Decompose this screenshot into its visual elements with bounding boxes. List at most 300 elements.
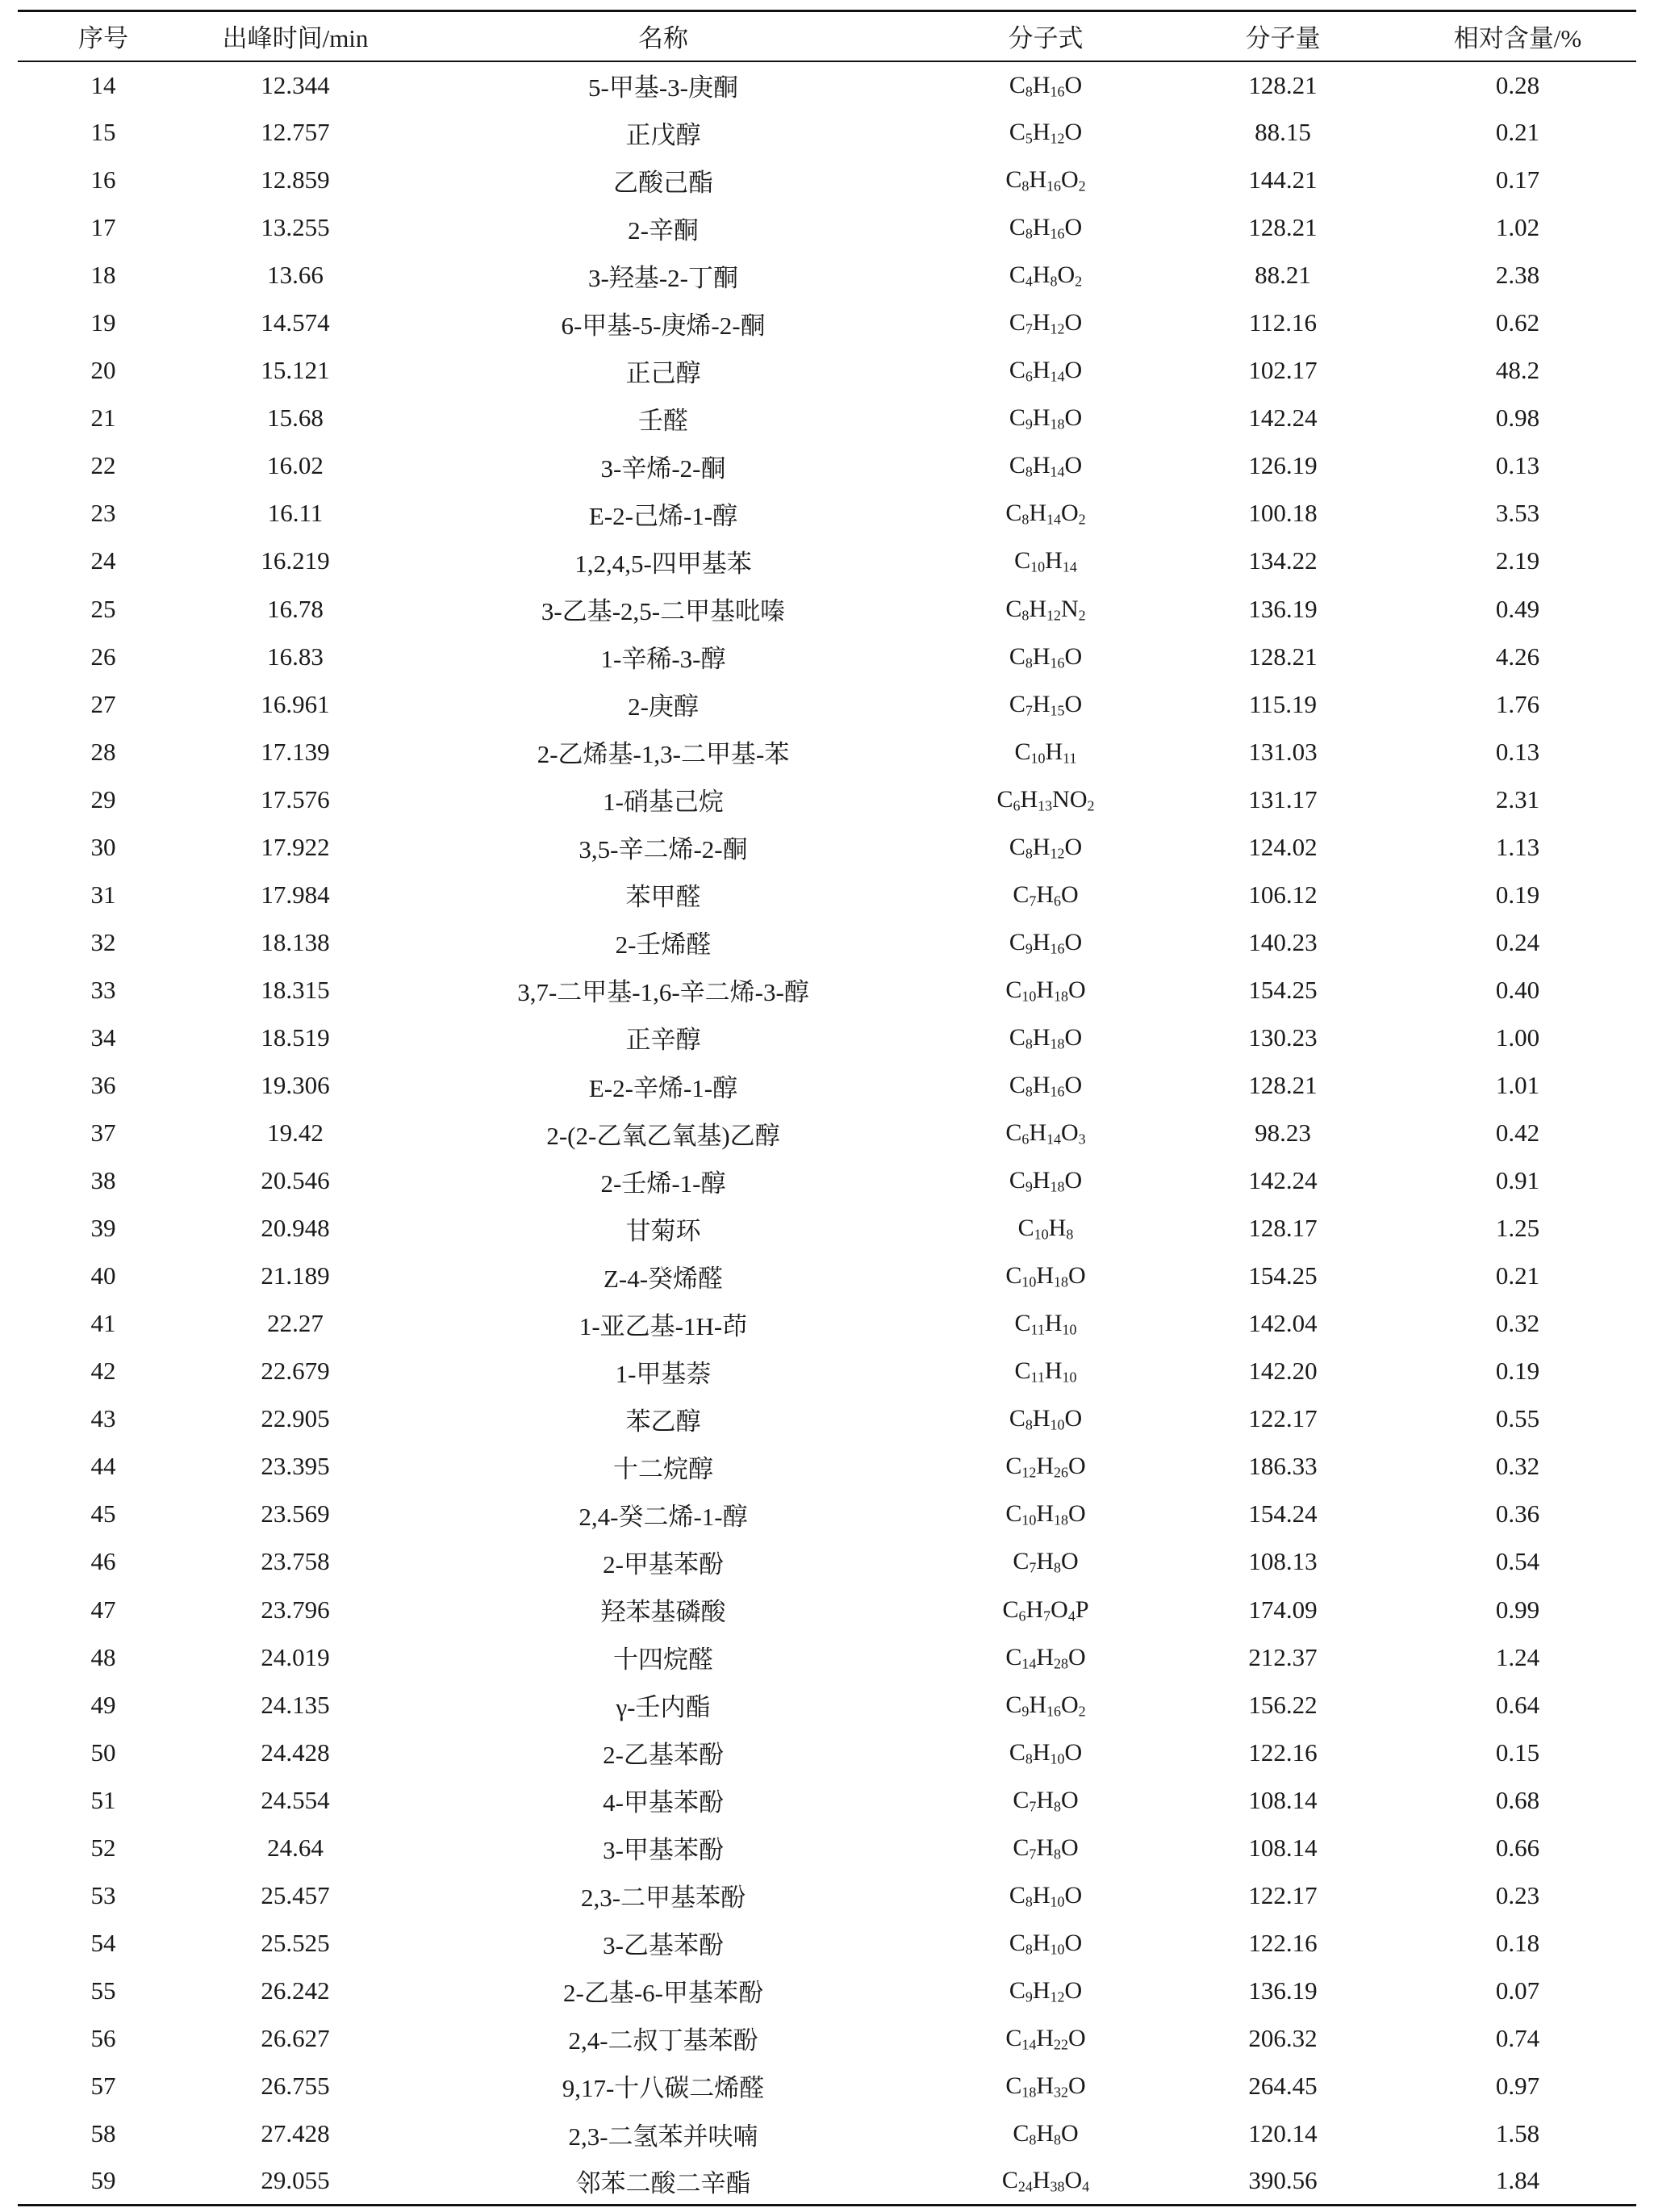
cell-relative-content: 0.23	[1495, 1880, 1540, 1909]
cell-relative-content: 0.91	[1495, 1166, 1540, 1195]
formula-element: H	[1044, 1357, 1063, 1385]
cell-formula	[925, 537, 1167, 585]
formula-element: H	[1048, 1215, 1067, 1242]
cell-name: 2-壬烯-1-醇	[600, 1169, 726, 1198]
formula-subscript: 8	[1021, 511, 1030, 528]
cell-no: 36	[90, 1071, 116, 1099]
cell-retention-time: 16.83	[267, 642, 324, 671]
cell-molecular-weight: 120.14	[1248, 2119, 1318, 2148]
formula-element: C	[1013, 1834, 1030, 1861]
cell-retention-time: 20.948	[261, 1214, 330, 1243]
formula-element: C	[1009, 1167, 1025, 1194]
table-row	[18, 395, 1636, 442]
cell-no: 17	[90, 213, 116, 242]
formula-element: H	[1032, 928, 1050, 955]
cell-molecular-weight: 108.13	[1248, 1547, 1318, 1576]
cell-molecular-weight: 131.03	[1248, 737, 1318, 766]
formula-element: C	[1013, 2120, 1030, 2147]
cell-no: 56	[90, 2023, 116, 2052]
formula-element: C	[1009, 119, 1025, 146]
cell-name: 3-甲基苯酚	[603, 1836, 724, 1865]
cell-name: 1-亚乙基-1H-茚	[578, 1311, 748, 1340]
formula-element: C	[1005, 1500, 1022, 1528]
formula-subscript: 12	[1021, 1464, 1037, 1481]
cell-molecular-weight: 142.04	[1248, 1309, 1318, 1338]
formula-element: H	[1029, 595, 1046, 622]
cell-relative-content: 1.02	[1495, 213, 1540, 242]
cell-molecular-weight: 156.22	[1248, 1690, 1318, 1719]
formula-element: C	[1005, 595, 1022, 622]
formula-element: C	[1009, 1976, 1025, 2004]
formula-element: H	[1036, 2024, 1054, 2051]
formula-subscript: 9	[1025, 416, 1033, 433]
formula-element: C	[1009, 357, 1025, 384]
formula-subscript: 12	[1050, 1988, 1065, 2005]
formula-element: H	[1032, 1072, 1050, 1098]
table-row	[18, 1014, 1636, 1061]
cell-retention-time: 24.554	[261, 1785, 330, 1814]
cell-molecular-weight: 154.25	[1248, 1261, 1318, 1290]
cell-relative-content: 0.24	[1495, 927, 1540, 956]
formula-element: O	[1064, 452, 1083, 479]
formula-element: H	[1036, 2120, 1054, 2147]
table-row	[18, 2158, 1636, 2206]
cell-name: 6-甲基-5-庚烯-2-酮	[561, 311, 766, 340]
cell-formula	[925, 1871, 1167, 1919]
formula-subscript: 4	[1025, 273, 1033, 290]
formula-element: C	[1009, 452, 1025, 479]
table-row	[18, 61, 1636, 109]
formula-element: O	[1064, 1976, 1083, 2004]
header-name: 名称	[638, 24, 688, 53]
formula-element: C	[1009, 1881, 1025, 1909]
formula-subscript: 10	[1034, 1226, 1049, 1243]
cell-no: 57	[90, 2071, 116, 2100]
formula-subscript: 16	[1046, 178, 1061, 194]
cell-name: γ-壬内酯	[616, 1693, 711, 1722]
cell-retention-time: 24.135	[261, 1690, 330, 1719]
table-row	[18, 1491, 1636, 1538]
cell-formula	[925, 1776, 1167, 1824]
cell-formula	[925, 1919, 1167, 1967]
formula-subscript: 6	[1021, 1131, 1030, 1148]
cell-molecular-weight: 128.21	[1248, 642, 1318, 671]
cell-retention-time: 22.27	[267, 1309, 324, 1338]
cell-name: E-2-己烯-1-醇	[588, 501, 738, 530]
header-retention-time: 出峰时间/min	[222, 24, 369, 53]
cell-relative-content: 0.21	[1495, 1261, 1540, 1290]
compound-table	[18, 10, 1636, 2206]
cell-name: 1-辛稀-3-醇	[600, 645, 726, 674]
cell-retention-time: 18.519	[261, 1022, 330, 1052]
cell-relative-content: 0.55	[1495, 1404, 1540, 1433]
formula-element: O	[1068, 1500, 1086, 1528]
formula-subscript: 11	[1030, 1369, 1045, 1386]
formula-element: H	[1036, 880, 1054, 908]
formula-element: O	[1064, 1405, 1083, 1432]
formula-element: O	[1064, 404, 1083, 432]
cell-name: 2-庚醇	[628, 692, 699, 721]
cell-molecular-weight: 88.15	[1255, 118, 1311, 147]
formula-element: O	[1050, 1595, 1068, 1623]
cell-molecular-weight: 128.21	[1248, 1071, 1318, 1099]
formula-element: O	[1061, 1786, 1079, 1813]
formula-subscript: 16	[1046, 1703, 1061, 1720]
cell-name: 2-乙烯基-1,3-二甲基-苯	[537, 740, 790, 769]
formula-subscript: 12	[1046, 607, 1061, 624]
formula-element: O	[1064, 214, 1083, 241]
formula-element: H	[1032, 2167, 1050, 2194]
cell-molecular-weight: 98.23	[1255, 1119, 1311, 1148]
cell-relative-content: 4.26	[1495, 642, 1540, 671]
cell-relative-content: 0.28	[1495, 70, 1540, 99]
table-row	[18, 1871, 1636, 1919]
cell-molecular-weight: 122.16	[1248, 1737, 1318, 1767]
formula-element: H	[1029, 1691, 1046, 1718]
cell-formula	[925, 1824, 1167, 1871]
formula-element: C	[1009, 928, 1025, 955]
formula-element: H	[1036, 1262, 1054, 1290]
formula-element: O	[1064, 119, 1083, 146]
cell-retention-time: 23.758	[261, 1547, 330, 1576]
formula-element: O	[1068, 1643, 1086, 1670]
cell-formula	[925, 1014, 1167, 1061]
cell-formula	[925, 966, 1167, 1014]
cell-retention-time: 17.576	[261, 784, 330, 813]
table-row	[18, 109, 1636, 157]
formula-element: H	[1045, 738, 1063, 765]
cell-molecular-weight: 142.20	[1248, 1357, 1318, 1386]
cell-retention-time: 13.255	[261, 213, 330, 242]
cell-formula	[925, 109, 1167, 157]
formula-element: C	[1005, 976, 1022, 1003]
cell-no: 45	[90, 1499, 116, 1528]
cell-name: 乙酸己酯	[613, 168, 713, 197]
cell-name: 2,3-二甲基苯酚	[580, 1884, 746, 1913]
cell-formula	[925, 157, 1167, 204]
formula-element: H	[1032, 642, 1050, 670]
cell-no: 40	[90, 1261, 116, 1290]
header-no: 序号	[78, 24, 128, 53]
table-row	[18, 585, 1636, 633]
formula-subscript: 10	[1021, 1512, 1037, 1528]
cell-name: 十二烷醇	[613, 1454, 713, 1483]
cell-no: 42	[90, 1357, 116, 1386]
formula-subscript: 8	[1025, 225, 1033, 242]
formula-element: H	[1032, 357, 1050, 384]
formula-element: C	[1017, 1215, 1034, 1242]
table-row	[18, 299, 1636, 347]
cell-name: 正辛醇	[625, 1026, 701, 1055]
table-row	[18, 1967, 1636, 2014]
formula-element: H	[1036, 1453, 1054, 1480]
cell-no: 52	[90, 1833, 116, 1862]
formula-element: C	[1002, 1595, 1019, 1623]
cell-name: 3-辛烯-2-酮	[600, 454, 726, 483]
cell-no: 51	[90, 1785, 116, 1814]
cell-name: 甘菊环	[625, 1216, 701, 1245]
formula-element: C	[1009, 71, 1025, 98]
formula-element: O	[1064, 1023, 1083, 1051]
cell-molecular-weight: 115.19	[1248, 689, 1318, 718]
cell-formula	[925, 1633, 1167, 1681]
table-row	[18, 918, 1636, 966]
formula-element: C	[1005, 2024, 1022, 2051]
formula-element: C	[1009, 1929, 1025, 1956]
cell-relative-content: 0.62	[1495, 308, 1540, 337]
formula-element: C	[1005, 1691, 1022, 1718]
cell-relative-content: 3.53	[1495, 499, 1540, 528]
table-row	[18, 157, 1636, 204]
formula-subscript: 14	[1021, 1655, 1037, 1672]
cell-relative-content: 1.76	[1495, 689, 1540, 718]
formula-element: O	[1068, 2072, 1086, 2099]
formula-element: O	[1061, 500, 1079, 527]
formula-subscript: 18	[1050, 416, 1065, 433]
cell-no: 32	[90, 927, 116, 956]
formula-element: P	[1075, 1595, 1089, 1623]
formula-element: C	[1009, 1023, 1025, 1051]
formula-element: H	[1032, 214, 1050, 241]
formula-element: H	[1032, 119, 1050, 146]
cell-no: 15	[90, 118, 116, 147]
formula-element: C	[1009, 261, 1025, 289]
cell-relative-content: 1.58	[1495, 2119, 1540, 2148]
cell-retention-time: 22.679	[261, 1357, 330, 1386]
formula-element: H	[1032, 1167, 1050, 1194]
cell-relative-content: 0.21	[1495, 118, 1540, 147]
formula-subscript: 7	[1029, 1559, 1037, 1576]
formula-element: O	[1061, 1548, 1079, 1575]
formula-element: O	[1064, 1072, 1083, 1098]
formula-subscript: 8	[1054, 1559, 1061, 1576]
formula-subscript: 26	[1054, 1464, 1068, 1481]
table-row	[18, 537, 1636, 585]
formula-subscript: 10	[1030, 558, 1046, 575]
formula-element: C	[1009, 642, 1025, 670]
cell-no: 30	[90, 832, 116, 861]
table-row	[18, 2062, 1636, 2110]
formula-subscript: 16	[1050, 654, 1065, 671]
cell-relative-content: 2.38	[1495, 261, 1540, 290]
formula-element: C	[1013, 880, 1030, 908]
cell-no: 49	[90, 1690, 116, 1719]
table-row	[18, 871, 1636, 918]
formula-subscript: 18	[1050, 1035, 1065, 1052]
cell-retention-time: 16.02	[267, 451, 324, 480]
cell-no: 19	[90, 308, 116, 337]
formula-element: H	[1036, 1548, 1054, 1575]
cell-relative-content: 1.25	[1495, 1214, 1540, 1243]
cell-name: 1-硝基己烷	[603, 788, 724, 817]
cell-formula	[925, 585, 1167, 633]
formula-subscript: 18	[1050, 1178, 1065, 1195]
cell-molecular-weight: 212.37	[1248, 1642, 1318, 1671]
formula-subscript: 12	[1050, 130, 1065, 147]
formula-element: O	[1064, 1929, 1083, 1956]
table-body	[18, 61, 1636, 2206]
cell-retention-time: 26.242	[261, 1976, 330, 2005]
formula-subscript: 9	[1025, 1988, 1033, 2005]
cell-molecular-weight: 100.18	[1248, 499, 1318, 528]
header-row	[18, 11, 1636, 61]
formula-subscript: 12	[1050, 320, 1065, 337]
cell-no: 34	[90, 1022, 116, 1052]
cell-name: 羟苯基磷酸	[600, 1598, 726, 1627]
cell-formula	[925, 823, 1167, 871]
formula-element: O	[1064, 309, 1083, 337]
cell-relative-content: 0.18	[1495, 1928, 1540, 1957]
formula-element: O	[1061, 1834, 1079, 1861]
cell-molecular-weight: 131.17	[1248, 784, 1318, 813]
formula-subscript: 11	[1063, 750, 1077, 767]
formula-element: H	[1032, 1881, 1050, 1909]
formula-element: H	[1020, 785, 1038, 813]
formula-element: O	[1057, 261, 1076, 289]
formula-element: H	[1032, 1023, 1050, 1051]
cell-molecular-weight: 122.17	[1248, 1404, 1318, 1433]
cell-retention-time: 16.961	[261, 689, 330, 718]
cell-no: 14	[90, 70, 116, 99]
formula-subscript: 2	[1078, 511, 1086, 528]
cell-molecular-weight: 124.02	[1248, 832, 1318, 861]
cell-relative-content: 0.98	[1495, 404, 1540, 433]
formula-element: O	[1061, 2120, 1079, 2147]
cell-formula	[925, 442, 1167, 490]
cell-retention-time: 24.64	[267, 1833, 324, 1862]
formula-subscript: 8	[1025, 1893, 1033, 1910]
cell-molecular-weight: 390.56	[1248, 2166, 1318, 2195]
cell-retention-time: 16.78	[267, 594, 324, 623]
table-row	[18, 776, 1636, 823]
cell-molecular-weight: 106.12	[1248, 880, 1318, 909]
cell-no: 18	[90, 261, 116, 290]
cell-name: 2,4-二叔丁基苯酚	[568, 2026, 758, 2055]
cell-formula	[925, 1586, 1167, 1633]
cell-molecular-weight: 144.21	[1248, 165, 1318, 194]
table-row	[18, 1443, 1636, 1491]
cell-relative-content: 0.42	[1495, 1119, 1540, 1148]
formula-subscript: 10	[1062, 1369, 1077, 1386]
table-row	[18, 490, 1636, 537]
cell-retention-time: 26.755	[261, 2071, 330, 2100]
cell-molecular-weight: 136.19	[1248, 594, 1318, 623]
cell-no: 44	[90, 1452, 116, 1481]
cell-relative-content: 0.07	[1495, 1976, 1540, 2005]
table-row	[18, 1586, 1636, 1633]
formula-element: O	[1064, 357, 1083, 384]
cell-molecular-weight: 128.21	[1248, 213, 1318, 242]
formula-subscript: 14	[1050, 368, 1065, 385]
cell-retention-time: 15.68	[267, 404, 324, 433]
cell-retention-time: 18.315	[261, 975, 330, 1004]
formula-subscript: 6	[1054, 893, 1061, 909]
table-row	[18, 823, 1636, 871]
cell-no: 33	[90, 975, 116, 1004]
cell-retention-time: 26.627	[261, 2023, 330, 2052]
cell-formula	[925, 347, 1167, 395]
cell-name: 苯乙醇	[625, 1407, 701, 1436]
cell-no: 23	[90, 499, 116, 528]
formula-element: C	[1014, 738, 1031, 765]
cell-formula	[925, 680, 1167, 728]
cell-formula	[925, 1300, 1167, 1348]
cell-name: 2-乙基-6-甲基苯酚	[563, 1979, 763, 2008]
formula-element: H	[1029, 500, 1046, 527]
cell-molecular-weight: 174.09	[1248, 1595, 1318, 1624]
cell-name: 正己醇	[625, 358, 701, 387]
table-row	[18, 680, 1636, 728]
cell-no: 16	[90, 165, 116, 194]
formula-element: O	[1064, 1738, 1083, 1766]
formula-subscript: 14	[1062, 558, 1077, 575]
table-row	[18, 1729, 1636, 1776]
formula-subscript: 10	[1050, 1750, 1065, 1767]
formula-subscript: 11	[1030, 1321, 1045, 1338]
table-row	[18, 1348, 1636, 1395]
formula-subscript: 8	[1025, 1416, 1033, 1433]
formula-element: O	[1064, 642, 1083, 670]
formula-subscript: 14	[1021, 2036, 1037, 2053]
cell-no: 22	[90, 451, 116, 480]
cell-formula	[925, 2110, 1167, 2158]
cell-relative-content: 0.54	[1495, 1547, 1540, 1576]
cell-formula	[925, 1681, 1167, 1729]
formula-subscript: 10	[1062, 1321, 1077, 1338]
cell-name: 3,7-二甲基-1,6-辛二烯-3-醇	[517, 978, 809, 1007]
formula-element: C	[1014, 1357, 1031, 1385]
formula-subscript: 16	[1050, 83, 1065, 100]
formula-subscript: 13	[1038, 797, 1053, 814]
table-row	[18, 1681, 1636, 1729]
cell-retention-time: 15.121	[261, 356, 330, 385]
cell-retention-time: 20.546	[261, 1166, 330, 1195]
table-row	[18, 1395, 1636, 1443]
cell-no: 24	[90, 546, 116, 575]
cell-relative-content: 1.00	[1495, 1022, 1540, 1052]
formula-subscript: 9	[1025, 1178, 1033, 1195]
cell-name: 2-(2-乙氧乙氧基)乙醇	[546, 1121, 780, 1150]
cell-name: 2,4-癸二烯-1-醇	[578, 1502, 748, 1531]
formula-subscript: 18	[1054, 1512, 1068, 1528]
formula-subscript: 10	[1050, 1941, 1065, 1958]
cell-formula	[925, 395, 1167, 442]
formula-element: NO	[1052, 785, 1088, 813]
formula-subscript: 18	[1021, 2084, 1037, 2101]
formula-subscript: 2	[1078, 1703, 1086, 1720]
cell-relative-content: 0.74	[1495, 2023, 1540, 2052]
formula-element: C	[1009, 1738, 1025, 1766]
formula-subscript: 8	[1029, 2131, 1037, 2148]
cell-retention-time: 19.42	[267, 1119, 324, 1148]
cell-retention-time: 17.984	[261, 880, 330, 909]
cell-no: 54	[90, 1928, 116, 1957]
formula-element: H	[1032, 404, 1050, 432]
header-molecular-weight: 分子量	[1245, 24, 1321, 53]
cell-name: 邻苯二酸二辛酯	[575, 2168, 751, 2197]
cell-no: 21	[90, 404, 116, 433]
cell-relative-content: 0.15	[1495, 1737, 1540, 1767]
cell-formula	[925, 776, 1167, 823]
cell-name: 5-甲基-3-庚酮	[588, 73, 738, 102]
cell-name: 3-乙基苯酚	[603, 1931, 724, 1960]
cell-formula	[925, 1157, 1167, 1205]
formula-element: C	[1014, 547, 1031, 575]
formula-element: O	[1064, 1881, 1083, 1909]
cell-formula	[925, 204, 1167, 252]
cell-no: 20	[90, 356, 116, 385]
formula-element: H	[1032, 833, 1050, 860]
